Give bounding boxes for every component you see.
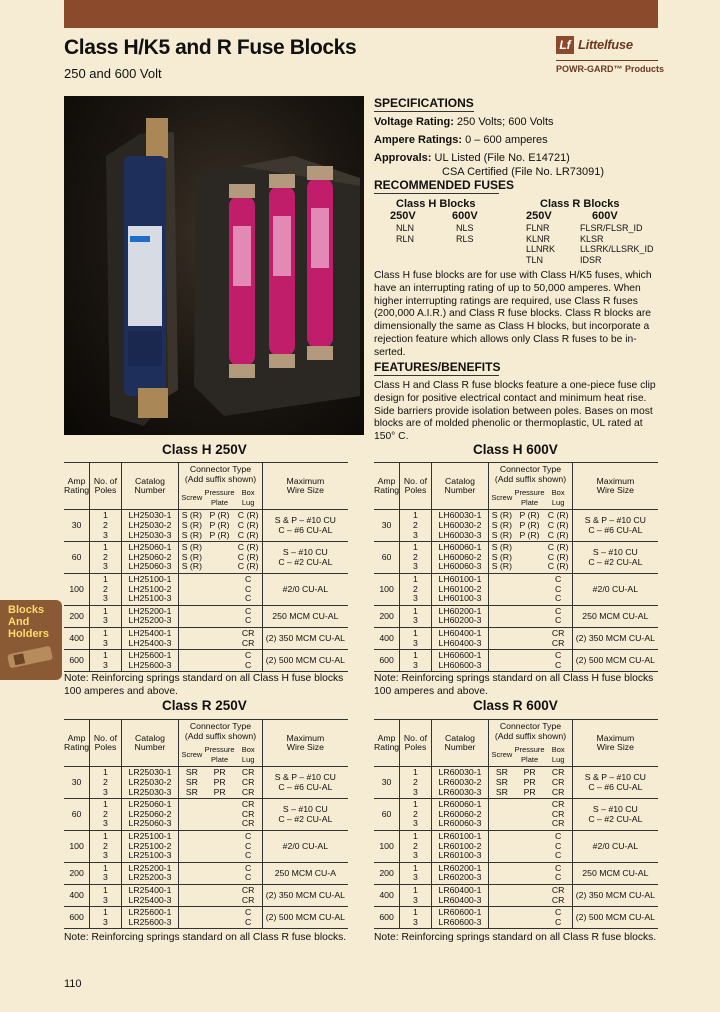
cell-wire: #2/0 CU-AL (572, 830, 658, 862)
r-250v-fuses: FLNR KLNR LLNRK TLN (526, 223, 556, 265)
cell-amp: 60 (64, 799, 90, 831)
cell-amp: 60 (374, 542, 400, 574)
cell-pressure (205, 650, 235, 672)
cell-poles: 1 2 3 (400, 542, 432, 574)
cell-wire: S – #10 CU C – #2 CU-AL (572, 542, 658, 574)
cell-wire: S & P – #10 CU C – #6 CU-AL (572, 510, 658, 542)
col-max-wire: Maximum Wire Size (572, 720, 658, 767)
class-h-250v-table (64, 462, 348, 672)
cell-catalog: LR60100-1 LR60100-2 LR60100-3 (431, 830, 488, 862)
cell-screw: S (R) S (R) S (R) (179, 510, 205, 542)
cell-amp: 600 (64, 907, 90, 929)
cell-pressure (515, 799, 545, 831)
table-row (64, 884, 348, 906)
cell-catalog: LR25600-1 LR25600-3 (121, 907, 178, 929)
class-h-note-right: Note: Reinforcing springs standard on all Class H fuse blocks 100 amperes and above. (374, 673, 654, 697)
h-600v-fuses: NLS RLS (456, 223, 474, 244)
cell-box: C C (545, 862, 573, 884)
class-r-600v-title: Class R 600V (473, 698, 558, 713)
cell-screw (179, 627, 205, 649)
table-row (374, 830, 658, 862)
col-catalog: Catalog Number (431, 720, 488, 767)
cell-amp: 600 (64, 650, 90, 672)
class-h-250v-title: Class H 250V (162, 442, 247, 457)
class-r-250v-table (64, 719, 348, 929)
table-row (64, 605, 348, 627)
cell-box: C C (235, 862, 263, 884)
cell-amp: 30 (374, 510, 400, 542)
cell-poles: 1 3 (90, 884, 122, 906)
cell-catalog: LR25100-1 LR25100-2 LR25100-3 (121, 830, 178, 862)
cell-catalog: LH25200-1 LH25200-3 (121, 605, 178, 627)
logo-divider (556, 60, 658, 61)
cell-wire: 250 MCM CU-AL (572, 862, 658, 884)
cell-catalog: LH25400-1 LH25400-3 (121, 627, 178, 649)
cell-wire: 250 MCM CU-A (262, 862, 348, 884)
cell-amp: 30 (64, 767, 90, 799)
cell-box: C (R) C (R) C (R) (235, 542, 263, 574)
col-poles: No. of Poles (400, 463, 432, 510)
col-amp-rating: Amp Rating (374, 720, 400, 767)
cell-screw: SR SR SR (179, 767, 205, 799)
h-250v-fuses: NLN RLN (396, 223, 415, 244)
cell-catalog: LH60030-1 LH60030-2 LH60030-3 (431, 510, 488, 542)
cell-pressure (205, 799, 235, 831)
col-amp-rating: Amp Rating (374, 463, 400, 510)
col-screw: Screw (489, 743, 515, 767)
fuse-holder-icon (4, 640, 60, 676)
table-row (374, 884, 658, 906)
cell-pressure (205, 907, 235, 929)
cell-wire: 250 MCM CU-AL (572, 605, 658, 627)
cell-screw (489, 884, 515, 906)
cell-amp: 60 (374, 799, 400, 831)
cell-screw: S (R) S (R) S (R) (179, 542, 205, 574)
cell-box: C C (235, 605, 263, 627)
cell-poles: 1 3 (400, 907, 432, 929)
cell-amp: 100 (64, 573, 90, 605)
class-h-600v-title: Class H 600V (473, 442, 558, 457)
features-heading-wrap (374, 360, 664, 379)
col-catalog: Catalog Number (431, 463, 488, 510)
table-row (64, 542, 348, 574)
cell-catalog: LH60100-1 LH60100-2 LH60100-3 (431, 573, 488, 605)
table-row (374, 650, 658, 672)
cell-amp: 200 (374, 862, 400, 884)
littelfuse-logo (556, 36, 664, 78)
table-row (64, 627, 348, 649)
table-row (374, 627, 658, 649)
cell-screw (179, 650, 205, 672)
table-row (64, 799, 348, 831)
class-r-250v-title: Class R 250V (162, 698, 247, 713)
cell-poles: 1 2 3 (400, 510, 432, 542)
cell-poles: 1 3 (90, 862, 122, 884)
cell-amp: 30 (374, 767, 400, 799)
intro-paragraph: Class H fuse blocks are for use with Class H/K5 fuses, which have an interrupting rating of up to 50,000 amperes. When higher interrupting ratings are required, use Class R fuses (200,000 A.I.R.) and Class R fuse blocks. Class R blocks are dimensionally the same as Class H blocks, but incorporate a rejection feature which allows only Class R fuses to be in-serted. (374, 270, 652, 358)
col-connector-type: Connector Type (Add suffix shown) (489, 463, 573, 487)
col-connector-type: Connector Type (Add suffix shown) (179, 463, 263, 487)
cell-pressure (515, 573, 545, 605)
cell-poles: 1 3 (400, 650, 432, 672)
class-r-600v-table (374, 719, 658, 929)
cell-pressure (205, 862, 235, 884)
cell-catalog: LR60060-1 LR60060-2 LR60060-3 (431, 799, 488, 831)
cell-poles: 1 2 3 (90, 767, 122, 799)
cell-pressure (205, 542, 235, 574)
cell-box: C C C (545, 830, 573, 862)
cell-wire: S & P – #10 CU C – #6 CU-AL (572, 767, 658, 799)
cell-pressure (205, 627, 235, 649)
cell-catalog: LR25030-1 LR25030-2 LR25030-3 (121, 767, 178, 799)
cell-catalog: LH60400-1 LH60400-3 (431, 627, 488, 649)
cell-pressure (515, 862, 545, 884)
cell-amp: 30 (64, 510, 90, 542)
h-600v-label: 600V (452, 210, 478, 222)
cell-amp: 200 (374, 605, 400, 627)
cell-wire: S & P – #10 CU C – #6 CU-AL (262, 510, 348, 542)
cell-wire: S – #10 CU C – #2 CU-AL (262, 542, 348, 574)
cell-pressure: PR PR PR (515, 767, 545, 799)
approvals-label: Approvals: (374, 152, 432, 164)
cell-pressure (205, 605, 235, 627)
cell-box: C C (235, 907, 263, 929)
cell-box: C C (545, 650, 573, 672)
cell-pressure (515, 830, 545, 862)
r-250v-label: 250V (526, 210, 552, 222)
cell-catalog: LH25600-1 LH25600-3 (121, 650, 178, 672)
col-amp-rating: Amp Rating (64, 720, 90, 767)
cell-pressure: P (R) P (R) P (R) (515, 510, 545, 542)
class-h-600v-table (374, 462, 658, 672)
cell-catalog: LH60600-1 LH60600-3 (431, 650, 488, 672)
cell-wire: (2) 350 MCM CU-AL (572, 627, 658, 649)
cell-box: CR CR (545, 627, 573, 649)
page-subtitle: 250 and 600 Volt (64, 66, 162, 81)
col-box-lug: Box Lug (235, 486, 263, 510)
class-r-blocks-label: Class R Blocks (540, 198, 620, 210)
section-tab (0, 600, 62, 680)
table-row (64, 650, 348, 672)
table-row (374, 510, 658, 542)
col-poles: No. of Poles (400, 720, 432, 767)
cell-catalog: LR25400-1 LR25400-3 (121, 884, 178, 906)
cell-box: C C (545, 907, 573, 929)
col-max-wire: Maximum Wire Size (262, 720, 348, 767)
cell-box: C C C (235, 573, 263, 605)
col-pressure-plate: Pressure Plate (205, 486, 235, 510)
cell-screw (179, 884, 205, 906)
cell-screw (179, 830, 205, 862)
col-max-wire: Maximum Wire Size (262, 463, 348, 510)
cell-screw (489, 650, 515, 672)
cell-box: C (R) C (R) C (R) (545, 542, 573, 574)
col-screw: Screw (179, 743, 205, 767)
cell-wire: #2/0 CU-AL (262, 830, 348, 862)
cell-amp: 400 (64, 884, 90, 906)
class-r-note-left: Note: Reinforcing springs standard on all Class R fuse blocks. (64, 932, 347, 943)
h-250v-label: 250V (390, 210, 416, 222)
cell-wire: (2) 500 MCM CU-AL (572, 907, 658, 929)
cell-box: C (R) C (R) C (R) (235, 510, 263, 542)
approvals-value1: UL Listed (File No. E14721) (431, 152, 570, 164)
table-row (64, 830, 348, 862)
cell-wire: #2/0 CU-AL (262, 573, 348, 605)
table-row (374, 542, 658, 574)
cell-wire: (2) 350 MCM CU-AL (262, 884, 348, 906)
cell-wire: S – #10 CU C – #2 CU-AL (262, 799, 348, 831)
col-box-lug: Box Lug (545, 486, 573, 510)
cell-catalog: LH60060-1 LH60060-2 LH60060-3 (431, 542, 488, 574)
cell-pressure (205, 884, 235, 906)
cell-screw (489, 605, 515, 627)
cell-screw (489, 799, 515, 831)
cell-pressure (205, 573, 235, 605)
cell-box: C C C (235, 830, 263, 862)
cell-wire: #2/0 CU-AL (572, 573, 658, 605)
col-screw: Screw (179, 486, 205, 510)
table-row (64, 907, 348, 929)
cell-screw (179, 573, 205, 605)
cell-screw (179, 605, 205, 627)
table-row (374, 907, 658, 929)
cell-catalog: LH25100-1 LH25100-2 LH25100-3 (121, 573, 178, 605)
r-600v-label: 600V (592, 210, 618, 222)
cell-box: CR CR CR (545, 767, 573, 799)
cell-box: C C (235, 650, 263, 672)
col-max-wire: Maximum Wire Size (572, 463, 658, 510)
col-poles: No. of Poles (90, 463, 122, 510)
cell-poles: 1 2 3 (90, 510, 122, 542)
cell-wire: S & P – #10 CU C – #6 CU-AL (262, 767, 348, 799)
cell-screw (489, 830, 515, 862)
cell-catalog: LH25030-1 LH25030-2 LH25030-3 (121, 510, 178, 542)
col-screw: Screw (489, 486, 515, 510)
cell-poles: 1 2 3 (400, 830, 432, 862)
ampere-label: Ampere Ratings: (374, 134, 463, 146)
cell-poles: 1 2 3 (400, 573, 432, 605)
section-tab-line3: Holders (8, 628, 49, 640)
fuse-blocks-illustration-icon (64, 96, 364, 435)
cell-screw (489, 627, 515, 649)
cell-wire: 250 MCM CU-AL (262, 605, 348, 627)
cell-catalog: LR60030-1 LR60030-2 LR60030-3 (431, 767, 488, 799)
cell-catalog: LR25060-1 LR25060-2 LR25060-3 (121, 799, 178, 831)
cell-screw (179, 862, 205, 884)
cell-pressure: PR PR PR (205, 767, 235, 799)
features-heading: FEATURES/BENEFITS (374, 360, 501, 374)
cell-poles: 1 2 3 (90, 830, 122, 862)
col-box-lug: Box Lug (545, 743, 573, 767)
cell-amp: 100 (374, 573, 400, 605)
cell-poles: 1 2 3 (90, 799, 122, 831)
logo-mark-icon: Lf (556, 36, 574, 54)
cell-box: CR CR (545, 884, 573, 906)
product-photo (64, 96, 364, 435)
cell-pressure (515, 650, 545, 672)
table-row (374, 573, 658, 605)
cell-box: C C C (545, 573, 573, 605)
cell-box: CR CR CR (235, 799, 263, 831)
class-h-note-left: Note: Reinforcing springs standard on all Class H fuse blocks 100 amperes and above. (64, 673, 344, 697)
cell-screw (489, 573, 515, 605)
cell-amp: 100 (64, 830, 90, 862)
cell-pressure (515, 542, 545, 574)
cell-pressure (515, 884, 545, 906)
logo-products: POWR-GARD™ Products (556, 64, 664, 74)
cell-box: C (R) C (R) C (R) (545, 510, 573, 542)
cell-pressure (515, 605, 545, 627)
approvals-value2: CSA Certified (File No. LR73091) (442, 166, 605, 178)
table-row (374, 799, 658, 831)
cell-screw (179, 799, 205, 831)
cell-wire: S – #10 CU C – #2 CU-AL (572, 799, 658, 831)
class-r-note-right: Note: Reinforcing springs standard on all Class R fuse blocks. (374, 932, 657, 943)
cell-catalog: LR60400-1 LR60400-3 (431, 884, 488, 906)
features-paragraph: Class H and Class R fuse blocks feature a one-piece fuse clip design for positive electrical contact and minimum heat rise. Side barriers provide isolation between poles. Bases on most blocks are of molded phenolic or thermoplastic, UL rated at 150° C. (374, 380, 656, 443)
col-catalog: Catalog Number (121, 720, 178, 767)
col-amp-rating: Amp Rating (64, 463, 90, 510)
table-row (64, 510, 348, 542)
cell-screw: S (R) S (R) S (R) (489, 542, 515, 574)
table-row (64, 767, 348, 799)
cell-poles: 1 3 (90, 605, 122, 627)
cell-box: CR CR CR (235, 767, 263, 799)
cell-box: CR CR (235, 884, 263, 906)
cell-amp: 400 (374, 627, 400, 649)
cell-screw: SR SR SR (489, 767, 515, 799)
cell-wire: (2) 500 MCM CU-AL (262, 650, 348, 672)
recommended-heading: RECOMMENDED FUSES (374, 178, 515, 192)
specifications-block (374, 96, 664, 179)
cell-screw (489, 862, 515, 884)
cell-poles: 1 2 3 (400, 799, 432, 831)
cell-wire: (2) 350 MCM CU-AL (262, 627, 348, 649)
cell-box: CR CR CR (545, 799, 573, 831)
cell-poles: 1 3 (90, 650, 122, 672)
cell-catalog: LR60600-1 LR60600-3 (431, 907, 488, 929)
col-catalog: Catalog Number (121, 463, 178, 510)
page-title: Class H/K5 and R Fuse Blocks (64, 36, 357, 59)
cell-box: CR CR (235, 627, 263, 649)
cell-amp: 400 (64, 627, 90, 649)
cell-wire: (2) 500 MCM CU-AL (262, 907, 348, 929)
voltage-value: 250 Volts; 600 Volts (453, 116, 554, 128)
cell-poles: 1 3 (400, 605, 432, 627)
ampere-value: 0 – 600 amperes (462, 134, 548, 146)
col-poles: No. of Poles (90, 720, 122, 767)
cell-amp: 200 (64, 605, 90, 627)
r-600v-fuses: FLSR/FLSR_ID KLSR LLSRK/LLSRK_ID IDSR (580, 223, 654, 265)
cell-box: C C (545, 605, 573, 627)
cell-amp: 60 (64, 542, 90, 574)
section-tab-line2: And (8, 616, 30, 628)
cell-poles: 1 2 3 (90, 542, 122, 574)
cell-screw (179, 907, 205, 929)
cell-wire: (2) 350 MCM CU-AL (572, 884, 658, 906)
cell-pressure (205, 830, 235, 862)
cell-pressure (515, 627, 545, 649)
class-h-blocks-label: Class H Blocks (396, 198, 476, 210)
cell-pressure (515, 907, 545, 929)
col-connector-type: Connector Type (Add suffix shown) (179, 720, 263, 744)
cell-amp: 600 (374, 907, 400, 929)
table-row (64, 573, 348, 605)
cell-poles: 1 3 (400, 862, 432, 884)
cell-amp: 200 (64, 862, 90, 884)
cell-catalog: LH60200-1 LH60200-3 (431, 605, 488, 627)
page-number: 110 (64, 978, 82, 990)
col-pressure-plate: Pressure Plate (515, 743, 545, 767)
cell-amp: 100 (374, 830, 400, 862)
table-row (374, 605, 658, 627)
cell-catalog: LH25060-1 LH25060-2 LH25060-3 (121, 542, 178, 574)
cell-screw (489, 907, 515, 929)
section-tab-line1: Blocks (8, 604, 45, 616)
cell-poles: 1 3 (400, 627, 432, 649)
col-connector-type: Connector Type (Add suffix shown) (489, 720, 573, 744)
cell-poles: 1 2 3 (400, 767, 432, 799)
recommended-heading-wrap (374, 178, 664, 197)
cell-screw: S (R) S (R) S (R) (489, 510, 515, 542)
cell-amp: 600 (374, 650, 400, 672)
cell-catalog: LR60200-1 LR60200-3 (431, 862, 488, 884)
cell-poles: 1 3 (400, 884, 432, 906)
cell-amp: 400 (374, 884, 400, 906)
col-box-lug: Box Lug (235, 743, 263, 767)
top-color-bar (64, 0, 658, 28)
cell-poles: 1 3 (90, 627, 122, 649)
table-row (374, 767, 658, 799)
cell-poles: 1 3 (90, 907, 122, 929)
cell-catalog: LR25200-1 LR25200-3 (121, 862, 178, 884)
specifications-heading: SPECIFICATIONS (374, 96, 474, 110)
col-pressure-plate: Pressure Plate (205, 743, 235, 767)
col-pressure-plate: Pressure Plate (515, 486, 545, 510)
cell-pressure: P (R) P (R) P (R) (205, 510, 235, 542)
voltage-label: Voltage Rating: (374, 116, 454, 128)
cell-poles: 1 2 3 (90, 573, 122, 605)
cell-wire: (2) 500 MCM CU-AL (572, 650, 658, 672)
table-row (64, 862, 348, 884)
logo-brand: Littelfuse (578, 37, 633, 52)
table-row (374, 862, 658, 884)
